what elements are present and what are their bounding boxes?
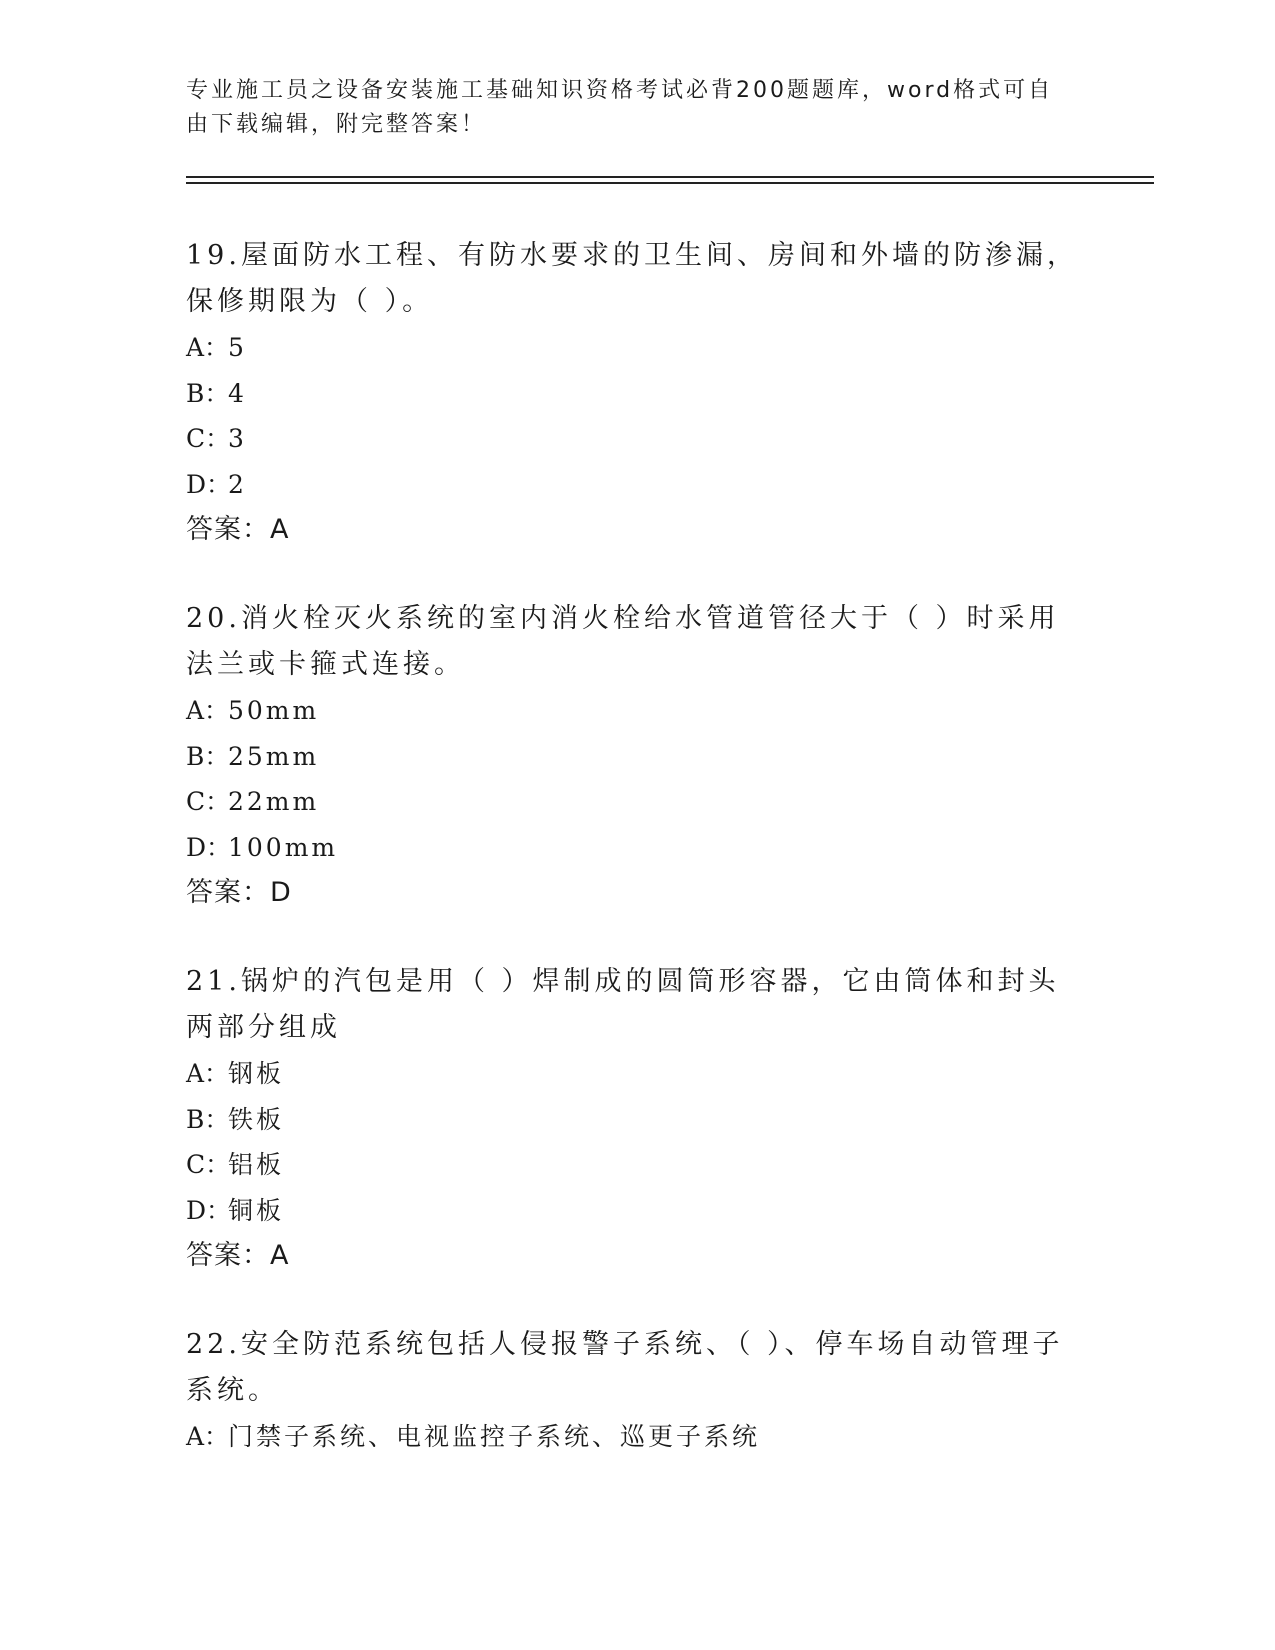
option-a: [186, 688, 1086, 734]
option-key: A：: [186, 696, 230, 725]
option-text: 门禁子系统、电视监控子系统、巡更子系统: [228, 1422, 761, 1451]
option-b: [186, 734, 1086, 780]
option-a: [186, 325, 1086, 371]
option-key: D：: [186, 832, 232, 862]
question-stem: 22.安全防范系统包括人侵报警子系统、（ ）、停车场自动管理子系统。: [186, 1329, 1064, 1406]
question-stem: 21.锅炉的汽包是用（ ）焊制成的圆筒形容器，它由筒体和封头两部分组成: [186, 966, 1060, 1043]
option-text: 50mm: [228, 696, 320, 725]
option-key: A：: [186, 1422, 230, 1451]
option-b: [186, 1097, 1086, 1143]
option-key: B：: [186, 1104, 230, 1134]
option-text: 3: [228, 424, 247, 453]
option-a: [186, 1414, 1086, 1460]
option-text: 铜板: [228, 1195, 285, 1225]
option-d: [186, 1188, 1086, 1234]
option-text: 铁板: [228, 1104, 285, 1134]
question-19: [186, 233, 1086, 553]
header-divider-bottom: [186, 182, 1154, 184]
option-key: A：: [186, 333, 230, 362]
option-b: [186, 371, 1086, 417]
option-c: [186, 416, 1086, 462]
option-d: [186, 825, 1086, 871]
option-text: 25mm: [228, 741, 320, 771]
question-20: [186, 596, 1086, 916]
option-a: [186, 1051, 1086, 1097]
option-text: 钢板: [228, 1059, 285, 1088]
option-key: D：: [186, 469, 232, 499]
option-key: C：: [186, 787, 231, 816]
document-header: 专业施工员之设备安装施工基础知识资格考试必背200题题库，word格式可自由下载编辑，附完整答案！: [186, 78, 1054, 137]
option-d: [186, 462, 1086, 508]
option-key: C：: [186, 1150, 231, 1179]
option-text: 5: [228, 333, 247, 362]
option-text: 铝板: [228, 1150, 285, 1179]
option-key: B：: [186, 378, 230, 408]
answer-line: 答案：A: [186, 1240, 290, 1271]
option-text: 2: [228, 469, 247, 499]
answer-line: 答案：D: [186, 877, 292, 908]
question-stem: 20.消火栓灭火系统的室内消火栓给水管道管径大于（ ）时采用法兰或卡箍式连接。: [186, 603, 1060, 680]
option-key: A：: [186, 1059, 230, 1088]
question-stem: 19.屋面防水工程、有防水要求的卫生间、房间和外墙的防渗漏，保修期限为（ ）。: [186, 240, 1078, 317]
option-key: D：: [186, 1195, 232, 1225]
question-22: [186, 1322, 1086, 1460]
option-text: 22mm: [228, 787, 320, 816]
option-text: 100mm: [228, 832, 339, 862]
option-c: [186, 779, 1086, 825]
question-21: [186, 959, 1086, 1279]
option-text: 4: [228, 378, 247, 408]
option-key: C：: [186, 424, 231, 453]
option-key: B：: [186, 741, 230, 771]
header-divider-top: [186, 176, 1154, 178]
answer-line: 答案：A: [186, 514, 290, 545]
option-c: [186, 1142, 1086, 1188]
